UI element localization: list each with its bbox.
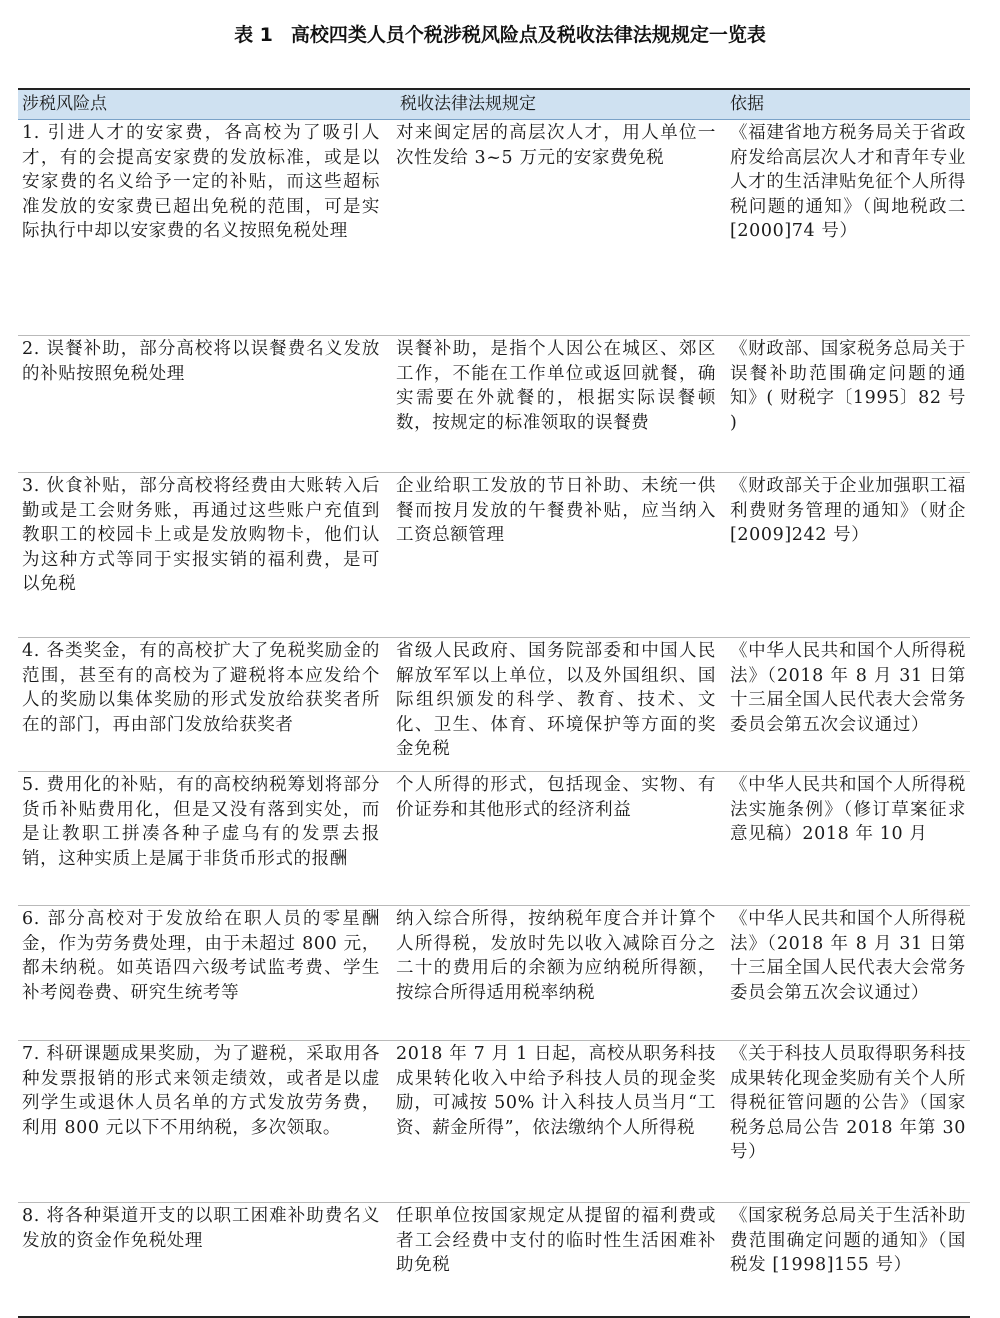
header-regulation: 税收法律法规规定: [400, 94, 536, 114]
tax-risk-table: [18, 88, 970, 1318]
table-row: [18, 638, 970, 772]
risk-cell: 2. 误餐补助，部分高校将以误餐费名义发放的补贴按照免税处理: [22, 339, 380, 384]
regulation-cell: 任职单位按国家规定从提留的福利费或者工会经费中支付的临时性生活困难补助免税: [396, 1206, 716, 1276]
basis-cell: 《关于科技人员取得职务科技成果转化现金奖励有关个人所得税征管问题的公告》（国家税务总局公告 2018 年第 30 号）: [730, 1044, 966, 1163]
table-number: 表 1: [234, 24, 273, 46]
basis-cell: 《中华人民共和国个人所得税法实施条例》（修订草案征求意见稿）2018 年 10 月: [730, 775, 966, 845]
regulation-cell: 省级人民政府、国务院部委和中国人民解放军军以上单位，以及外国组织、国际组织颁发的科学、教育、技术、文化、卫生、体育、环境保护等方面的奖金免税: [396, 641, 716, 760]
header-risk: 涉税风险点: [22, 94, 107, 114]
regulation-cell: 个人所得的形式，包括现金、实物、有价证券和其他形式的经济利益: [396, 775, 716, 820]
table-row: [18, 772, 970, 906]
risk-cell: 3. 伙食补贴，部分高校将经费由大账转入后勤或是工会财务账，再通过这些账户充值到教职工的校园卡上或是发放购物卡，他们认为这种方式等同于实报实销的福利费，是可以免税: [22, 476, 380, 595]
basis-cell: 《财政部关于企业加强职工福利费财务管理的通知》（财企 [2009]242 号）: [730, 476, 966, 546]
regulation-cell: 2018 年 7 月 1 日起，高校从职务科技成果转化收入中给予科技人员的现金奖励，可减按 50% 计入科技人员当月“工资、薪金所得”，依法缴纳个人所得税: [396, 1044, 716, 1138]
risk-cell: 6. 部分高校对于发放给在职人员的零星酬金，作为劳务费处理，由于未超过 800 元，都未纳税。如英语四六级考试监考费、学生补考阅卷费、研究生统考等: [22, 909, 380, 1003]
basis-cell: 《国家税务总局关于生活补助费范围确定问题的通知》（国税发 [1998]155 号）: [730, 1206, 966, 1276]
table-header-row: [18, 90, 970, 120]
table-caption: [0, 20, 1000, 47]
risk-cell: 4. 各类奖金，有的高校扩大了免税奖励金的范围，甚至有的高校为了避税将本应发给个人的奖励以集体奖励的形式发放给获奖者所在的部门，再由部门发放给获奖者: [22, 641, 380, 735]
table-row: [18, 336, 970, 473]
header-basis: 依据: [730, 94, 764, 114]
table-row: [18, 906, 970, 1041]
table-row: [18, 120, 970, 336]
risk-cell: 7. 科研课题成果奖励，为了避税，采取用各种发票报销的形式来领走绩效，或者是以虚列学生或退休人员名单的方式发放劳务费，利用 800 元以下不用纳税，多次领取。: [22, 1044, 380, 1138]
risk-cell: 5. 费用化的补贴，有的高校纳税筹划将部分货币补贴费用化，但是又没有落到实处，而是让教职工拼凑各种子虚乌有的发票去报销，这种实质上是属于非货币形式的报酬: [22, 775, 380, 869]
table-title: 高校四类人员个税涉税风险点及税收法律法规规定一览表: [290, 24, 766, 46]
basis-cell: 《中华人民共和国个人所得税法》（2018 年 8 月 31 日第十三届全国人民代表大会常务委员会第五次会议通过）: [730, 909, 966, 1003]
risk-cell: 1. 引进人才的安家费，各高校为了吸引人才，有的会提高安家费的发放标准，或是以安家费的名义给予一定的补贴，而这些超标准发放的安家费已超出免税的范围，可是实际执行中却以安家费的名义按照免税处理: [22, 123, 380, 242]
table-row: [18, 473, 970, 638]
basis-cell: 《福建省地方税务局关于省政府发给高层次人才和青年专业人才的生活津贴免征个人所得税问题的通知》（闽地税政二 [2000]74 号）: [730, 123, 966, 242]
regulation-cell: 企业给职工发放的节日补助、未统一供餐而按月发放的午餐费补贴，应当纳入工资总额管理: [396, 476, 716, 546]
basis-cell: 《中华人民共和国个人所得税法》（2018 年 8 月 31 日第十三届全国人民代表大会常务委员会第五次会议通过）: [730, 641, 966, 735]
regulation-cell: 对来闽定居的高层次人才，用人单位一次性发给 3~5 万元的安家费免税: [396, 123, 716, 168]
regulation-cell: 纳入综合所得，按纳税年度合并计算个人所得税，发放时先以收入减除百分之二十的费用后的余额为应纳税所得额，按综合所得适用税率纳税: [396, 909, 716, 1003]
risk-cell: 8. 将各种渠道开支的以职工困难补助费名义发放的资金作免税处理: [22, 1206, 380, 1251]
table-row: [18, 1041, 970, 1203]
regulation-cell: 误餐补助，是指个人因公在城区、郊区工作，不能在工作单位或返回就餐，确实需要在外就餐的，根据实际误餐顿数，按规定的标准领取的误餐费: [396, 339, 716, 433]
basis-cell: 《财政部、国家税务总局关于误餐补助范围确定问题的通知》( 财税字〔1995〕82 号 ): [730, 339, 966, 433]
table-row: [18, 1203, 970, 1316]
